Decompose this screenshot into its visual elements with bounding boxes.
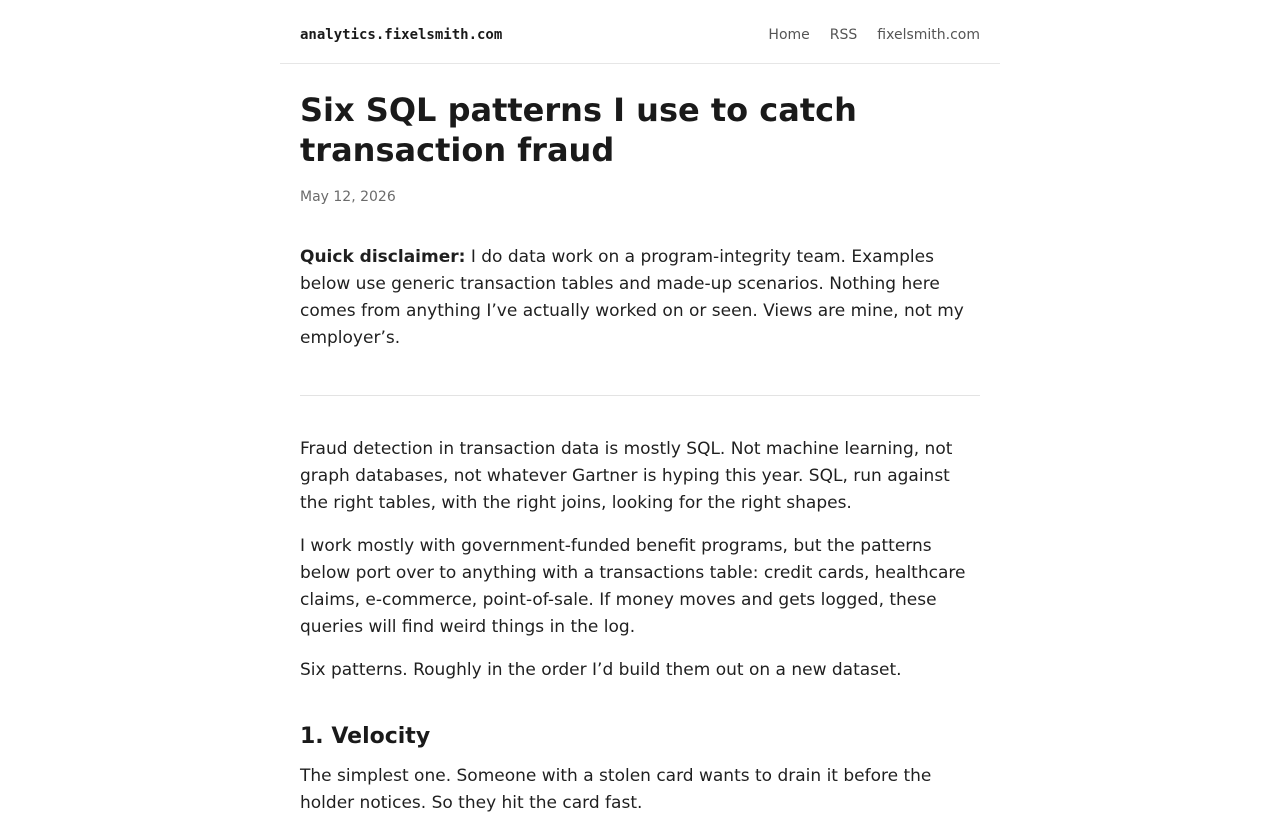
site-brand-link[interactable]: analytics.fixelsmith.com — [300, 26, 503, 43]
page-container — [280, 0, 1000, 817]
post-article — [280, 90, 1000, 817]
disclaimer-label: Quick disclaimer: — [300, 247, 466, 267]
intro-paragraph-2: I work mostly with government-funded benefit programs, but the patterns below port over to anything with a transactions table: credit cards, healthcare claims, e-commerce, point-of-sale. If money moves and gets logged, these queries will find weird things in the log. — [300, 536, 966, 637]
intro-paragraph-1: Fraud detection in transaction data is mostly SQL. Not machine learning, not graph databases, not whatever Gartner is hyping this year. SQL, run against the right tables, with the right joins, looking for the right shapes. — [300, 439, 953, 513]
disclaimer — [300, 244, 980, 352]
site-header — [280, 0, 1000, 64]
nav-fixelsmith-link[interactable]: fixelsmith.com — [877, 26, 980, 43]
disclaimer-text: I do data work on a program-integrity team. Examples below use generic transaction tables and made-up scenarios. Nothing here comes from anything I’ve actually worked on or seen. Views are mine, not my employer’s. — [300, 247, 964, 348]
section-heading-velocity: 1. Velocity — [300, 724, 431, 749]
nav-rss-link[interactable]: RSS — [829, 26, 858, 43]
nav-home-link[interactable]: Home — [768, 26, 810, 43]
post-date: May 12, 2026 — [300, 189, 396, 205]
section-velocity-paragraph: The simplest one. Someone with a stolen card wants to drain it before the holder notices. So they hit the card fast. — [300, 766, 932, 813]
section-divider — [300, 395, 980, 396]
top-nav — [768, 27, 980, 43]
post-title: Six SQL patterns I use to catch transaction fraud — [300, 91, 857, 169]
intro-paragraph-3: Six patterns. Roughly in the order I’d build them out on a new dataset. — [300, 660, 902, 680]
